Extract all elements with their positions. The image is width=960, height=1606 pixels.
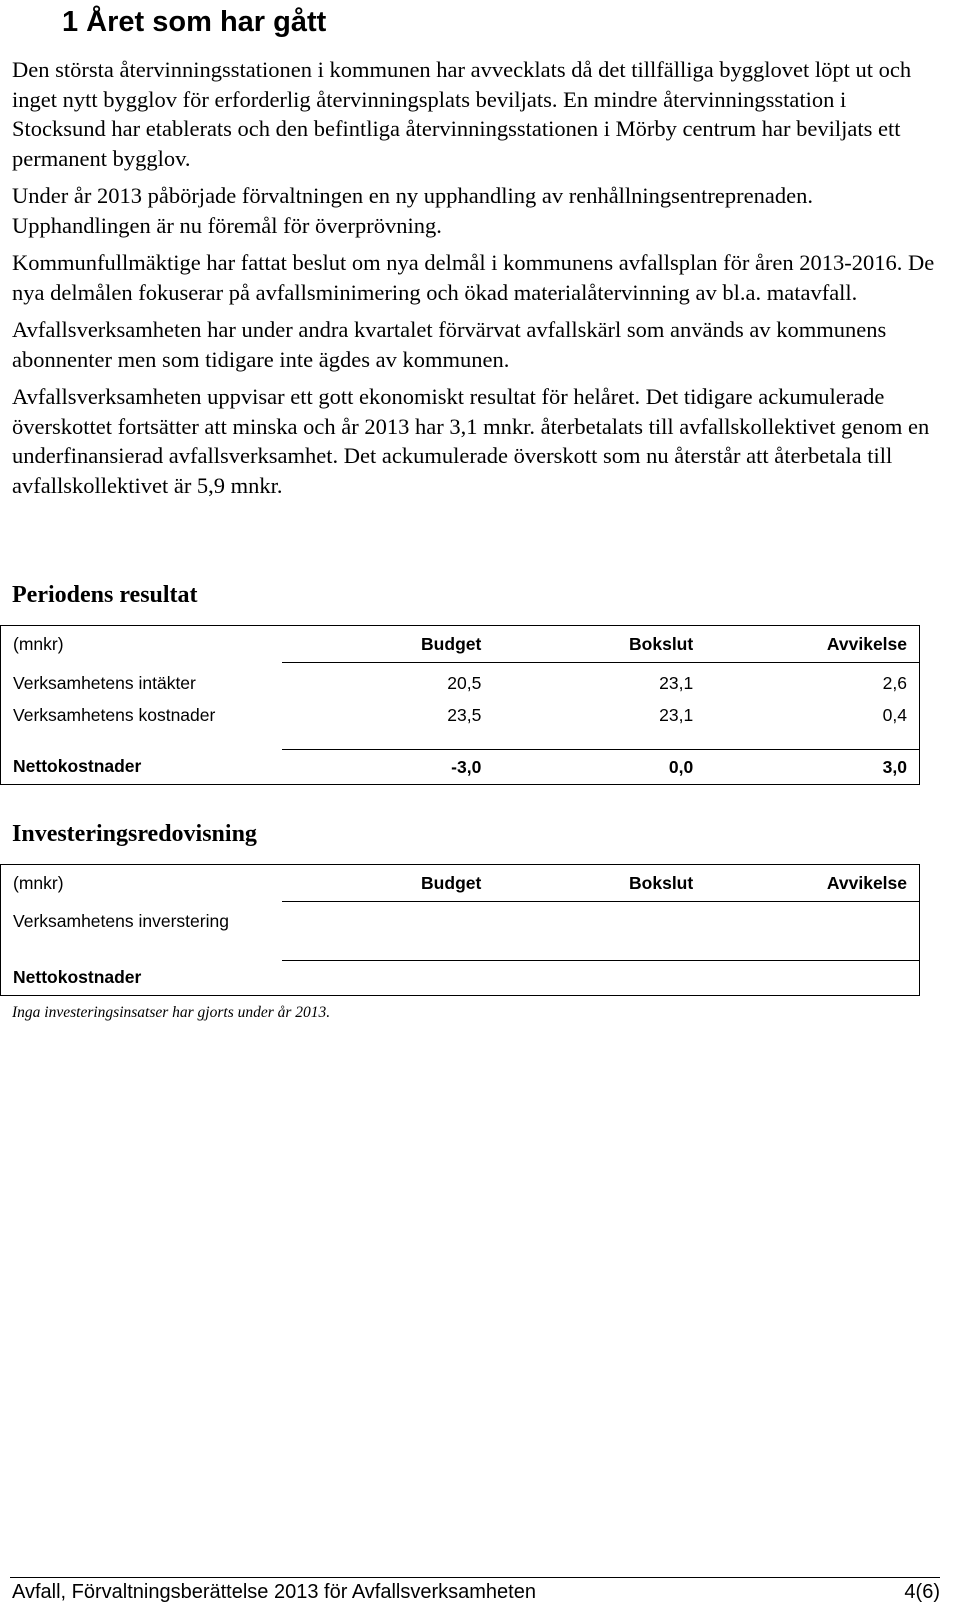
bokslut-cell: 23,1 bbox=[493, 699, 705, 750]
investments-note: Inga investeringsinsatser har gjorts under år 2013. bbox=[12, 1004, 331, 1021]
budget-cell: -3,0 bbox=[451, 756, 482, 777]
table-total-row bbox=[1, 750, 920, 785]
header-cell: Bokslut bbox=[493, 626, 705, 663]
budget-cell: 20,5 bbox=[447, 673, 482, 693]
table-total-row bbox=[1, 961, 920, 996]
body-text bbox=[12, 55, 942, 508]
bokslut-cell bbox=[493, 961, 705, 996]
avvikelse-cell: 2,6 bbox=[882, 673, 907, 693]
table-row bbox=[1, 663, 920, 700]
investments-table bbox=[0, 864, 920, 996]
row-label: Nettokostnader bbox=[13, 967, 142, 988]
row-label: Verksamhetens intäkter bbox=[13, 672, 196, 693]
row-label: Verksamhetens kostnader bbox=[13, 705, 216, 725]
budget-cell bbox=[282, 961, 493, 996]
avvikelse-cell: 0,4 bbox=[705, 699, 919, 750]
section-heading: 1 Året som har gått bbox=[62, 6, 327, 38]
page-number: 4(6) bbox=[904, 1581, 940, 1603]
row-label: Verksamhetens inverstering bbox=[13, 910, 229, 931]
table-row bbox=[1, 699, 920, 750]
budget-cell bbox=[282, 902, 493, 961]
header-cell: Budget bbox=[282, 865, 493, 902]
table-header-row bbox=[1, 865, 920, 902]
table-header-row bbox=[1, 626, 920, 663]
table-row bbox=[1, 902, 920, 961]
paragraph: Under år 2013 påbörjade förvaltningen en ny upphandling av renhållningsentreprenaden. Upphandlingen är nu föremål för överprövning. bbox=[12, 183, 813, 238]
bokslut-cell bbox=[493, 902, 705, 961]
page-footer bbox=[10, 1578, 940, 1606]
avvikelse-cell bbox=[705, 902, 919, 961]
paragraph: Avfallsverksamheten har under andra kvartalet förvärvat avfallskärl som används av kommunens abonnenter men som tidigare inte ägdes av kommunen. bbox=[12, 317, 887, 372]
avvikelse-cell bbox=[705, 961, 919, 996]
investments-title: Investeringsredovisning bbox=[12, 821, 257, 847]
header-cell: Bokslut bbox=[493, 865, 705, 902]
avvikelse-cell: 3,0 bbox=[882, 756, 907, 777]
results-table bbox=[0, 625, 920, 785]
paragraph: Avfallsverksamheten uppvisar ett gott ekonomiskt resultat för helåret. Det tidigare ackumulerade överskottet fortsätter att minska och år 2013 har 3,1 mnkr. återbetalats till avfallskollektivet genom en underfinansierad avfallsverksamhet. Det ackumulerade överskott som nu återstår att återbetala till avfallskollektivet är 5,9 mnkr. bbox=[12, 384, 930, 498]
header-cell: (mnkr) bbox=[13, 872, 64, 893]
budget-cell: 23,5 bbox=[282, 699, 493, 750]
header-cell: Budget bbox=[282, 626, 493, 663]
paragraph: Kommunfullmäktige har fattat beslut om nya delmål i kommunens avfallsplan för åren 2013-2016. De nya delmålen fokuserar på avfallsminimering och ökad materialåtervinning av bl.a. matavfall. bbox=[12, 250, 935, 305]
bokslut-cell: 0,0 bbox=[668, 756, 694, 777]
header-cell: (mnkr) bbox=[13, 633, 64, 654]
footer-title: Avfall, Förvaltningsberättelse 2013 för Avfallsverksamheten bbox=[12, 1581, 536, 1603]
header-cell: Avvikelse bbox=[705, 865, 919, 902]
bokslut-cell: 23,1 bbox=[659, 673, 694, 693]
header-cell: Avvikelse bbox=[705, 626, 919, 663]
paragraph: Den största återvinningsstationen i kommunen har avvecklats då det tillfälliga bygglovet löpt ut och inget nytt bygglov för erforderlig återvinningsplats beviljats. En mindre återvinningsstation i Stocksund har etablerats och den befintliga återvinningsstationen i Mörby centrum har beviljats ett permanent bygglov. bbox=[12, 57, 912, 171]
results-title: Periodens resultat bbox=[12, 582, 198, 608]
row-label: Nettokostnader bbox=[13, 756, 142, 777]
